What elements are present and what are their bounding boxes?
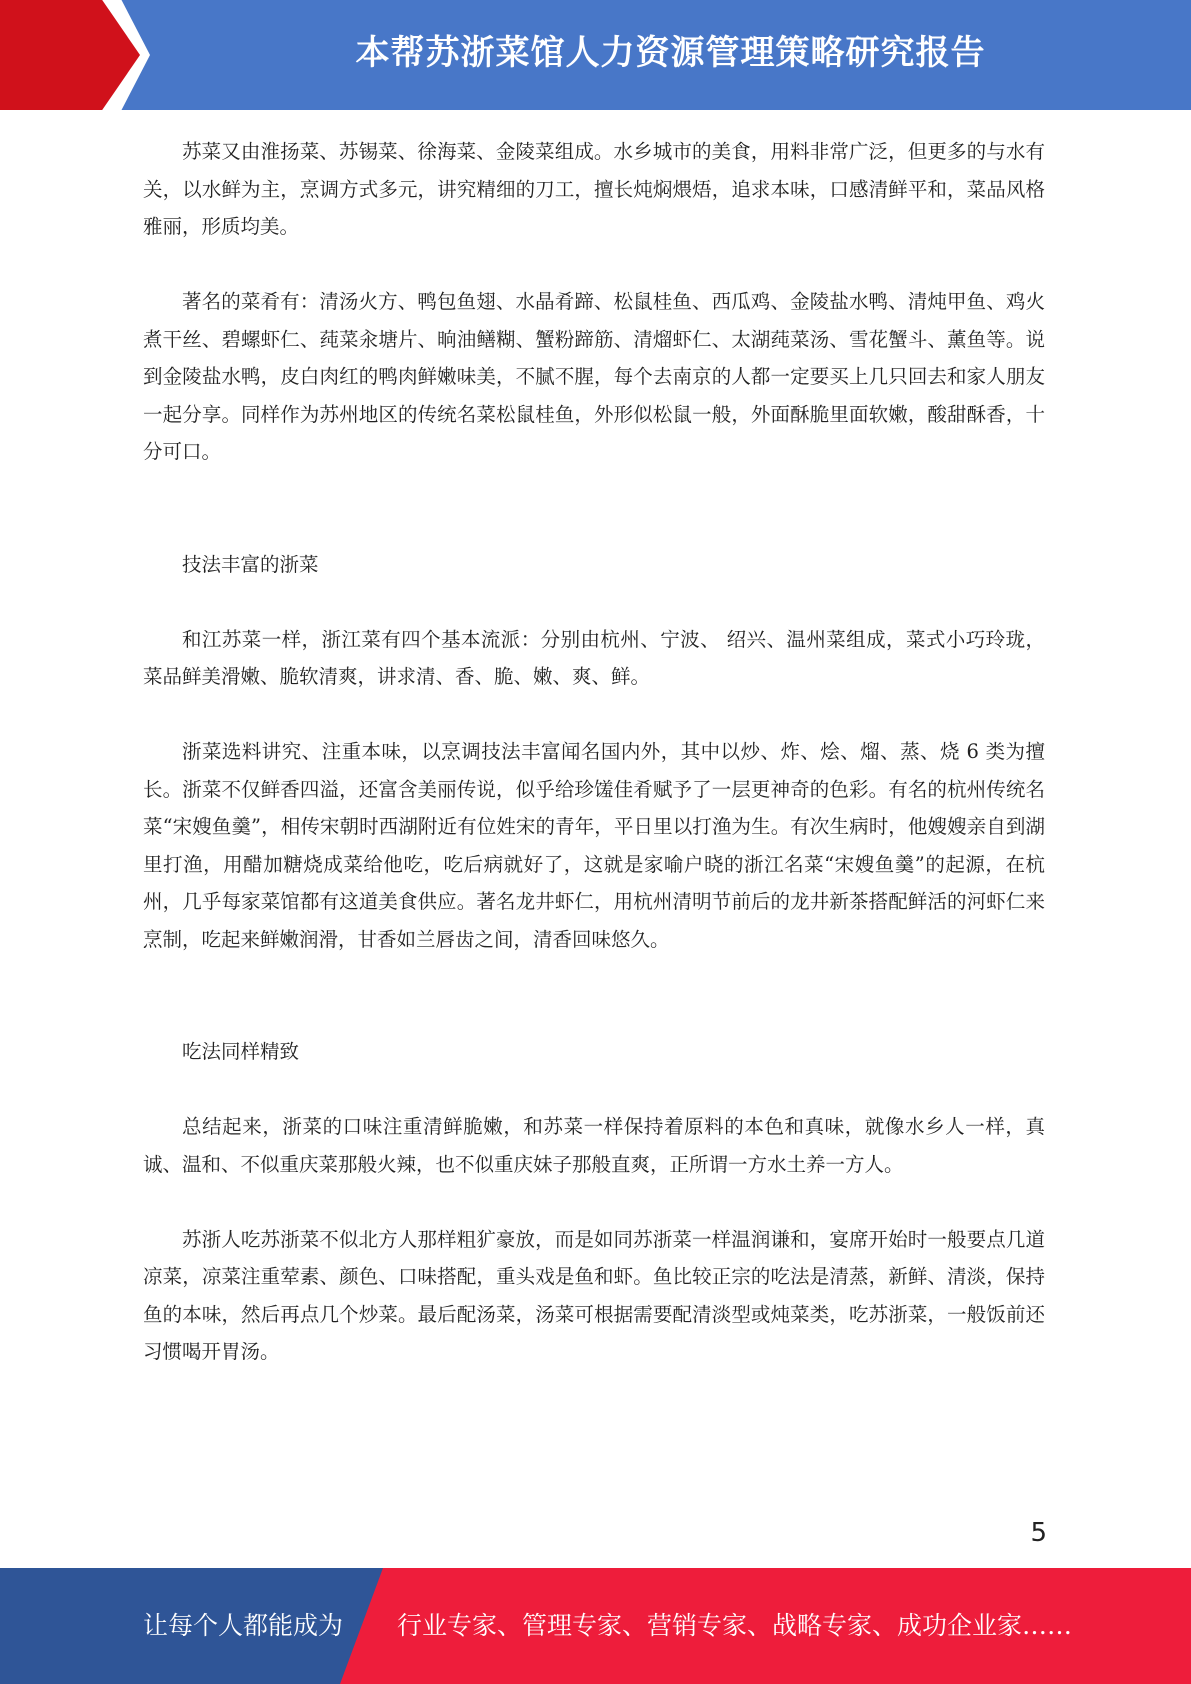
document-body [143,133,1045,1371]
page-footer [0,1568,1191,1684]
paragraph-zhe-techniques: 浙菜选料讲究、注重本味，以烹调技法丰富闻名国内外，其中以炒、炸、烩、熘、蒸、烧 6 类为擅长。浙菜不仅鲜香四溢，还富含美丽传说，似乎给珍馐佳肴赋予了一层更神奇的色彩。有名的杭州传统名菜“宋嫂鱼羹”，相传宋朝时西湖附近有位姓宋的青年，平日里以打渔为生。有次生病时，他嫂嫂亲自到湖里打渔，用醋加糖烧成菜给他吃，吃后病就好了，这就是家喻户晓的浙江名菜“宋嫂鱼羹”的起源，在杭州，几乎每家菜馆都有这道美食供应。著名龙井虾仁，用杭州清明节前后的龙井新茶搭配鲜活的河虾仁来烹制，吃起来鲜嫩润滑，甘香如兰唇齿之间，清香回味悠久。 [143,740,1045,951]
page-header [0,0,1191,110]
footer-slogan-right: 行业专家、管理专家、营销专家、战略专家、成功企业家…… [397,1611,1073,1640]
paragraph-dining-custom: 苏浙人吃苏浙菜不似北方人那样粗犷豪放，而是如同苏浙菜一样温润谦和，宴席开始时一般要点几道凉菜，凉菜注重荤素、颜色、口味搭配，重头戏是鱼和虾。鱼比较正宗的吃法是清蒸，新鲜、清淡，保持鱼的本味，然后再点几个炒菜。最后配汤菜，汤菜可根据需要配清淡型或炖菜类，吃苏浙菜，一般饭前还习惯喝开胃汤。 [143,1227,1045,1363]
paragraph-famous-dishes: 著名的菜肴有：清汤火方、鸭包鱼翅、水晶肴蹄、松鼠桂鱼、西瓜鸡、金陵盐水鸭、清炖甲鱼、鸡火煮干丝、碧螺虾仁、莼菜汆塘片、晌油鳝糊、蟹粉蹄筋、清熘虾仁、太湖莼菜汤、雪花蟹斗、薰鱼等。说到金陵盐水鸭，皮白肉红的鸭肉鲜嫩味美，不腻不腥，每个去南京的人都一定要买上几只回去和家人朋友一起分享。同样作为苏州地区的传统名菜松鼠桂鱼，外形似松鼠一般，外面酥脆里面软嫩，酸甜酥香，十分可口。 [143,290,1045,463]
paragraph-su-cuisine-intro: 苏菜又由淮扬菜、苏锡菜、徐海菜、金陵菜组成。水乡城市的美食，用料非常广泛，但更多的与水有关，以水鲜为主，烹调方式多元，讲究精细的刀工，擅长炖焖煨焐，追求本味，口感清鲜平和，菜品风格雅丽，形质均美。 [143,140,1045,238]
paragraph-zhe-schools: 和江苏菜一样，浙江菜有四个基本流派：分别由杭州、宁波、 绍兴、温州菜组成，菜式小巧玲珑，菜品鲜美滑嫩、脆软清爽，讲求清、香、脆、嫩、爽、鲜。 [143,627,1045,688]
footer-slogan-left: 让每个人都能成为 [143,1611,344,1640]
section-heading-zhe-cuisine: 技法丰富的浙菜 [182,552,319,576]
report-title: 本帮苏浙菜馆人力资源管理策略研究报告 [355,33,986,73]
section-heading-eating-style: 吃法同样精致 [182,1040,300,1063]
paragraph-summary: 总结起来，浙菜的口味注重清鲜脆嫩，和苏菜一样保持着原料的本色和真味，就像水乡人一样，真诚、温和、不似重庆菜那般火辣，也不似重庆妹子那般直爽，正所谓一方水土养一方人。 [143,1115,1045,1176]
page-number: 5 [1030,1518,1047,1548]
